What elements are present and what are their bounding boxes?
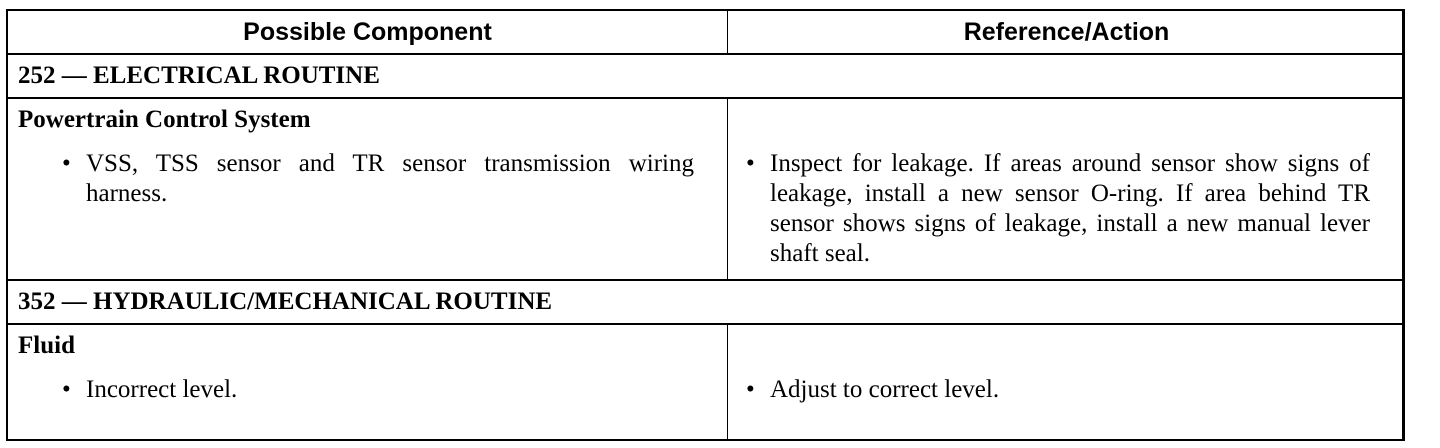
group-title: Powertrain Control System — [18, 106, 311, 133]
section-title: 252 — ELECTRICAL ROUTINE — [18, 62, 380, 89]
table-row — [8, 325, 1402, 441]
component-item — [62, 149, 694, 209]
component-cell — [8, 99, 728, 279]
table-header-row — [8, 11, 1402, 55]
component-item — [62, 375, 694, 405]
section-title-row — [8, 55, 1402, 99]
bullet-icon: • — [746, 150, 755, 177]
action-item-text: Adjust to correct level. — [770, 376, 1000, 403]
table-row — [8, 99, 1402, 281]
section-title-row — [8, 281, 1402, 325]
action-cell — [728, 99, 1405, 279]
header-reference-action: Reference/Action — [963, 17, 1170, 46]
section-title: 352 — HYDRAULIC/MECHANICAL ROUTINE — [18, 288, 553, 315]
action-cell — [728, 325, 1405, 441]
action-item — [746, 149, 1370, 269]
bullet-icon: • — [746, 376, 755, 403]
action-item-text: Inspect for leakage. If areas around sensor show signs of leakage, install a new sensor O-ring. If area behind TR sensor shows signs of leakage, install a new manual lever shaft seal. — [770, 150, 1370, 267]
group-title: Fluid — [18, 332, 75, 359]
header-possible-component: Possible Component — [8, 11, 728, 53]
action-item — [746, 375, 1370, 405]
bullet-icon: • — [62, 150, 71, 177]
diagnostic-table — [6, 9, 1405, 441]
component-item-text: VSS, TSS sensor and TR sensor transmission wiring harness. — [86, 150, 694, 207]
component-item-text: Incorrect level. — [86, 376, 238, 403]
component-cell — [8, 325, 728, 441]
bullet-icon: • — [62, 376, 71, 403]
